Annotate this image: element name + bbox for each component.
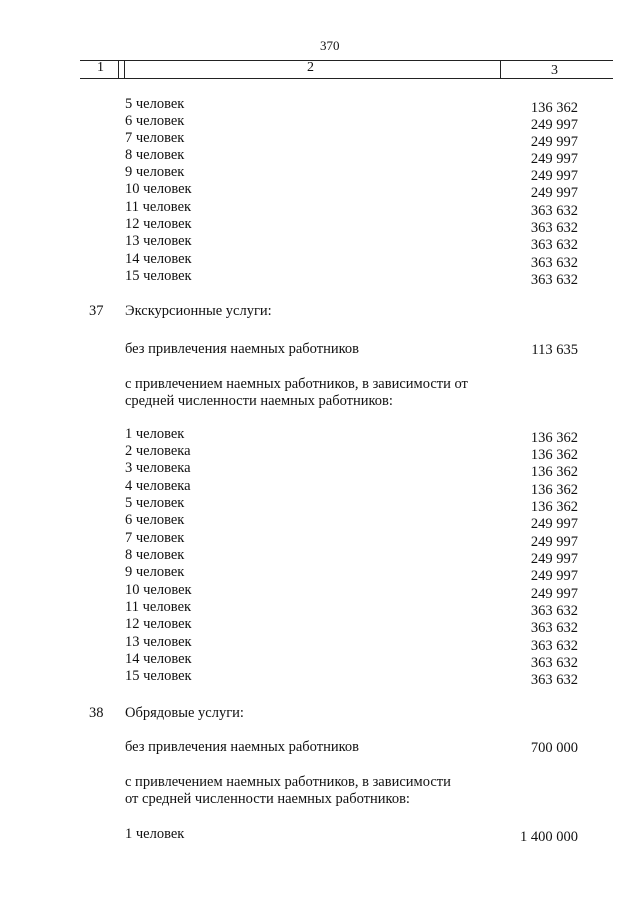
row-label: 8 человек (125, 147, 185, 163)
row-label: 15 человек (125, 268, 192, 284)
row-value: 249 997 (530, 551, 578, 567)
row-label: 7 человек (125, 130, 185, 146)
row-label: 1 человек (125, 826, 185, 842)
row-value: 363 632 (530, 272, 578, 288)
row-value: 363 632 (530, 237, 578, 253)
row-label: 12 человек (125, 216, 192, 232)
row-value: 363 632 (530, 603, 578, 619)
row-label: 9 человек (125, 564, 185, 580)
header-divider-3 (500, 60, 501, 78)
section-number: 38 (89, 705, 104, 721)
row-value: 363 632 (530, 220, 578, 236)
row-label: 13 человек (125, 233, 192, 249)
row-label: 9 человек (125, 164, 185, 180)
row-value: 363 632 (530, 655, 578, 671)
row-value: 363 632 (530, 620, 578, 636)
row-label: 14 человек (125, 651, 192, 667)
row-value: 249 997 (530, 168, 578, 184)
row-value: 249 997 (530, 568, 578, 584)
header-col-2: 2 (307, 60, 314, 75)
row-value: 136 362 (530, 430, 578, 446)
row-label: 7 человек (125, 530, 185, 546)
header-divider-1 (118, 60, 119, 78)
row-value: 363 632 (530, 672, 578, 688)
row-label: 6 человек (125, 512, 185, 528)
section-title: Обрядовые услуги: (125, 705, 244, 721)
row-label: 5 человек (125, 495, 185, 511)
section-title: Экскурсионные услуги: (125, 303, 272, 319)
row-value: 363 632 (530, 255, 578, 271)
row-value: 249 997 (530, 117, 578, 133)
with-staff-line-2: от средней численности наемных работников: (125, 791, 410, 807)
with-staff-line-1: с привлечением наемных работников, в зависимости (125, 774, 451, 790)
row-value: 249 997 (530, 134, 578, 150)
with-staff-line-1: с привлечением наемных работников, в зависимости от (125, 376, 468, 392)
row-label: 11 человек (125, 599, 192, 615)
row-label: 11 человек (125, 199, 192, 215)
row-value: 249 997 (530, 534, 578, 550)
row-value: 136 362 (530, 447, 578, 463)
no-staff-label: без привлечения наемных работников (125, 739, 359, 755)
row-value: 136 362 (530, 482, 578, 498)
header-top-rule (80, 60, 613, 61)
row-value: 363 632 (530, 638, 578, 654)
header-col-3: 3 (551, 63, 558, 78)
row-label: 3 человека (125, 460, 191, 476)
row-label: 10 человек (125, 582, 192, 598)
row-value: 249 997 (530, 151, 578, 167)
no-staff-value: 700 000 (530, 740, 578, 756)
row-value: 363 632 (530, 203, 578, 219)
row-label: 10 человек (125, 181, 192, 197)
no-staff-label: без привлечения наемных работников (125, 341, 359, 357)
row-value: 249 997 (530, 516, 578, 532)
row-value: 1 400 000 (520, 829, 578, 845)
row-label: 12 человек (125, 616, 192, 632)
page-number: 370 (320, 38, 340, 53)
header-divider-2 (124, 60, 125, 78)
section-number: 37 (89, 303, 104, 319)
no-staff-value: 113 635 (531, 342, 578, 358)
row-label: 2 человека (125, 443, 191, 459)
row-label: 5 человек (125, 96, 185, 112)
row-label: 14 человек (125, 251, 192, 267)
row-label: 1 человек (125, 426, 185, 442)
header-bottom-rule (80, 78, 613, 79)
row-value: 136 362 (530, 499, 578, 515)
row-value: 249 997 (530, 185, 578, 201)
row-label: 13 человек (125, 634, 192, 650)
row-label: 15 человек (125, 668, 192, 684)
row-value: 249 997 (530, 586, 578, 602)
header-col-1: 1 (97, 60, 104, 75)
row-value: 136 362 (530, 100, 578, 116)
row-label: 6 человек (125, 113, 185, 129)
row-label: 4 человека (125, 478, 191, 494)
with-staff-line-2: средней численности наемных работников: (125, 393, 393, 409)
row-value: 136 362 (530, 464, 578, 480)
row-label: 8 человек (125, 547, 185, 563)
